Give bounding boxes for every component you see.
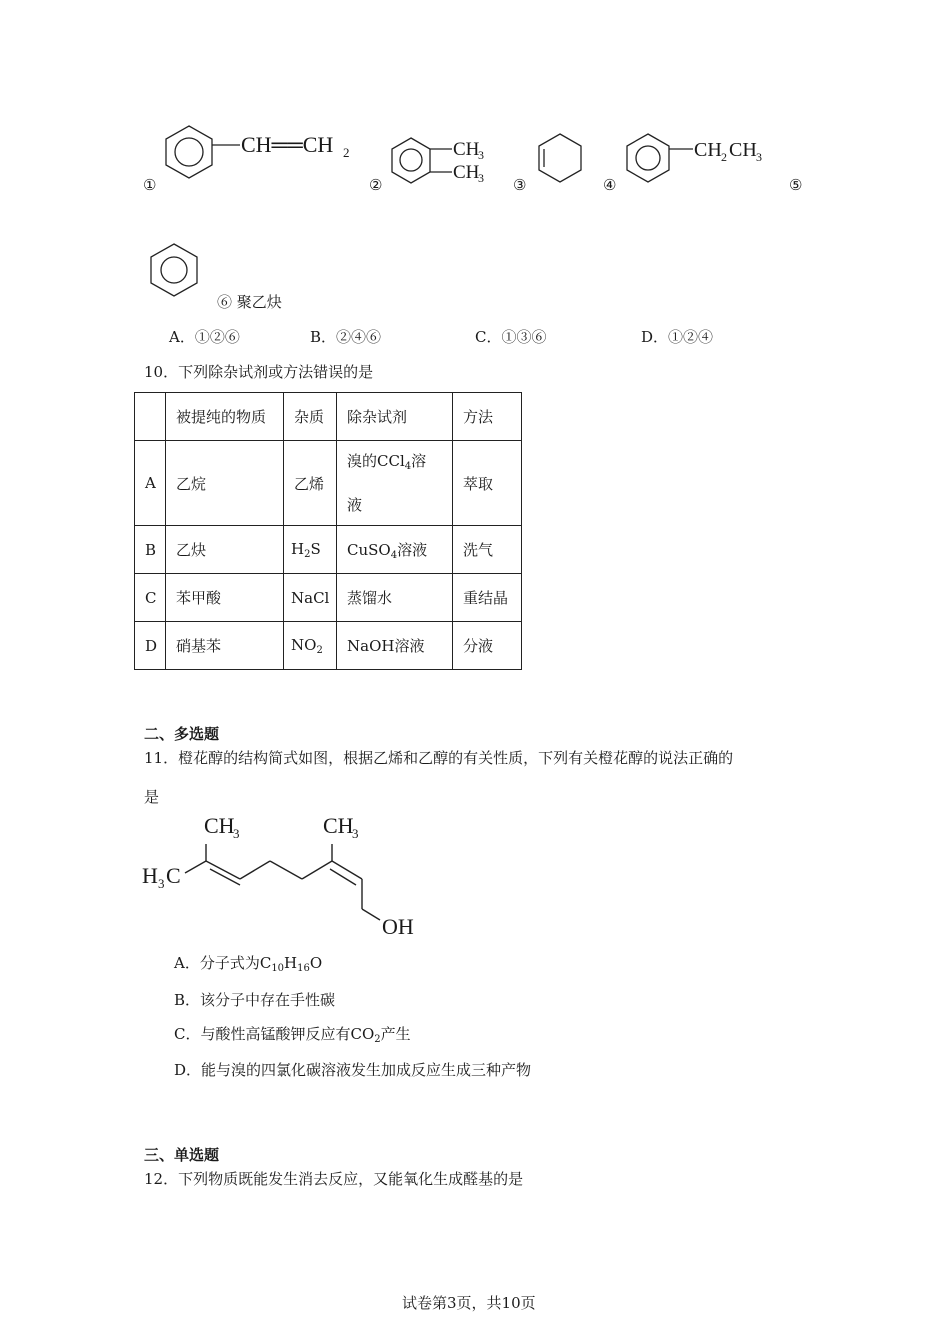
q11-option-b[interactable]: B．该分子中存在手性碳: [174, 991, 336, 1009]
svg-text:CH: CH: [729, 139, 757, 161]
svg-text:3: 3: [352, 826, 359, 841]
marker-4: ④: [603, 176, 617, 194]
header-method: 方法: [453, 393, 522, 441]
ethylbenzene-structure: [627, 134, 762, 182]
svg-text:3: 3: [478, 171, 484, 185]
svg-text:CH: CH: [323, 813, 354, 838]
svg-text:CH: CH: [453, 162, 480, 183]
cyclohexene-structure: [539, 134, 581, 182]
page-footer: 试卷第3页，共10页: [402, 1294, 536, 1312]
q10-stem: 10．下列除杂试剂或方法错误的是: [144, 363, 374, 381]
svg-text:OH: OH: [382, 914, 414, 939]
svg-text:3: 3: [158, 876, 165, 891]
nerol-structure: [140, 808, 430, 940]
table-header-row: [135, 393, 522, 441]
svg-text:3: 3: [233, 826, 240, 841]
styrene-structure: [166, 126, 350, 178]
q11-stem-line1: 11．橙花醇的结构简式如图，根据乙烯和乙醇的有关性质，下列有关橙花醇的说法正确的: [144, 749, 734, 767]
svg-text:3: 3: [756, 150, 762, 164]
q11-option-d[interactable]: D．能与溴的四氯化碳溶液发生加成反应生成三种产物: [174, 1061, 532, 1079]
svg-text:C: C: [166, 863, 181, 888]
q11-option-c[interactable]: C．与酸性高锰酸钾反应有$CO_2$产生: [174, 1025, 411, 1045]
header-substance: 被提纯的物质: [166, 393, 284, 441]
benzene-structure: [145, 240, 205, 302]
section-2-heading: 二、多选题: [144, 725, 220, 743]
marker-3: ③: [513, 176, 527, 194]
q11-stem-line2: 是: [144, 788, 160, 806]
item-6-polyacetylene: ⑥ 聚乙炔: [217, 293, 282, 311]
q9-option-b[interactable]: B．②④⑥: [310, 328, 382, 346]
svg-text:3: 3: [478, 148, 484, 162]
svg-text:2: 2: [343, 145, 350, 160]
table-row: B 乙炔 $H_2S$ CuSO$_4$溶液 洗气: [135, 526, 522, 574]
header-impurity: 杂质: [284, 393, 337, 441]
svg-text:CH: CH: [204, 813, 235, 838]
marker-1: ①: [143, 176, 157, 194]
table-row: D 硝基苯 $NO_2$ NaOH溶液 分液: [135, 622, 522, 670]
marker-2: ②: [369, 176, 383, 194]
table-row: C 苯甲酸 NaCl 蒸馏水 重结晶: [135, 574, 522, 622]
q9-option-a[interactable]: A．①②⑥: [169, 328, 240, 346]
q9-option-c[interactable]: C．①③⑥: [475, 328, 547, 346]
q10-table: [134, 392, 522, 670]
marker-5: ⑤: [789, 176, 803, 194]
section-3-heading: 三、单选题: [144, 1146, 220, 1164]
q11-option-a[interactable]: A．分子式为$C_{10}H_{16}O$: [174, 954, 323, 974]
q9-option-d[interactable]: D．①②④: [641, 328, 714, 346]
svg-text:2: 2: [721, 150, 727, 164]
o-xylene-structure: [392, 138, 484, 185]
styrene-label: CH══CH: [241, 132, 334, 157]
q12-stem: 12．下列物质既能发生消去反应，又能氧化生成醛基的是: [144, 1170, 524, 1188]
svg-text:H: H: [142, 863, 158, 888]
svg-text:CH: CH: [453, 139, 480, 160]
table-row: A 乙烷 乙烯 溴的CCl$_4$溶 液 萃取: [135, 441, 522, 526]
svg-text:CH: CH: [694, 139, 722, 161]
q9-structure-row: [140, 118, 820, 200]
header-reagent: 除杂试剂: [337, 393, 453, 441]
